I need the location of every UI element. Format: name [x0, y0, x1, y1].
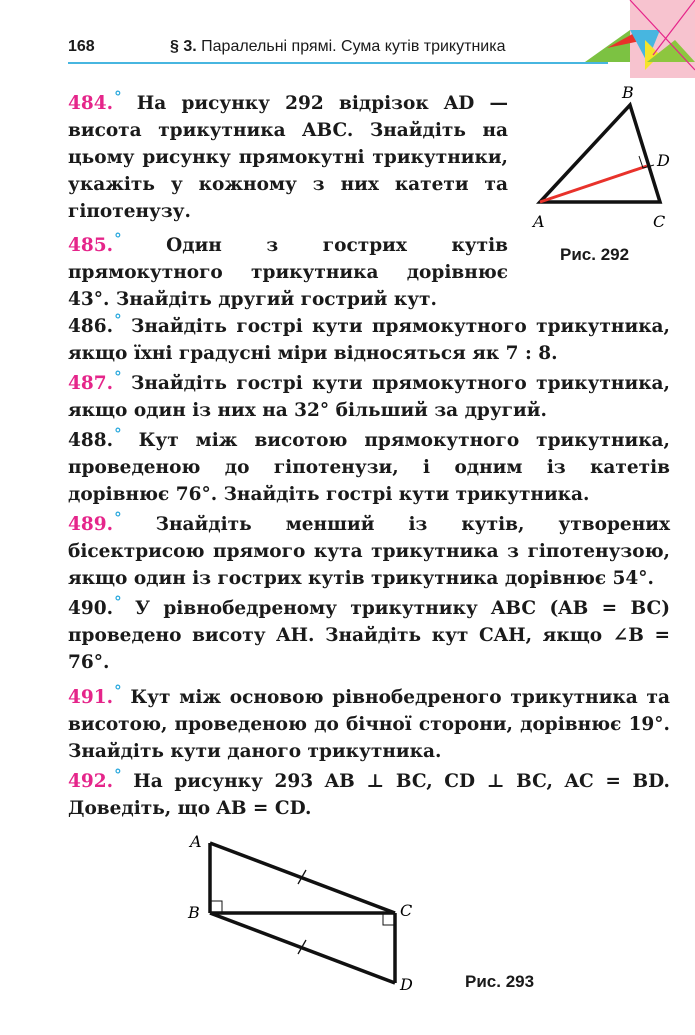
label-c: C — [400, 901, 413, 920]
label-a: A — [533, 212, 545, 231]
problem-number: 491. — [68, 687, 114, 708]
problem-text: На рисунку 293 AB ⊥ BC, CD ⊥ BC, AC = BD. Доведіть, що AB = CD. — [68, 771, 670, 819]
header-rule — [68, 62, 608, 64]
problem-number: 488. — [68, 430, 114, 451]
problem-492 — [68, 762, 670, 822]
label-d: D — [400, 975, 413, 994]
problem-text: У рівнобедреному трикутнику ABC (AB = BC) проведено висоту AH. Знайдіть кут CAH, якщо ∠B = 76°. — [68, 598, 670, 673]
segment-ac — [210, 843, 395, 913]
problem-490 — [68, 589, 670, 676]
level-icon: ° — [114, 230, 122, 248]
level-icon: ° — [114, 593, 122, 611]
problem-number: 484. — [68, 93, 114, 114]
figure-293 — [180, 825, 420, 995]
problem-text: Кут між основою рівнобедреного трикутника та висотою, проведеною до бічної сторони, дорівнює 19°. Знайдіть кути даного трикутника. — [68, 687, 670, 762]
section-title — [170, 38, 505, 56]
level-icon: ° — [114, 311, 122, 329]
problem-488 — [68, 421, 670, 508]
right-angle-mark-b — [210, 901, 222, 913]
problem-text: На рисунку 292 відрізок AD — висота трикутника ABC. Знайдіть на цьому рисунку прямокутні трикутники, укажіть у кожному з них катети та гіпотенузу. — [68, 93, 508, 222]
problem-number: 490. — [68, 598, 114, 619]
problem-489 — [68, 505, 670, 592]
problem-487 — [68, 364, 670, 424]
problem-text: Один з гострих кутів прямокутного трикутника дорівнює 43°. Знайдіть другий гострий кут. — [68, 235, 508, 310]
figure-292-caption: Рис. 292 — [560, 245, 630, 264]
page-number: 168 — [68, 38, 95, 55]
level-icon: ° — [114, 425, 122, 443]
level-icon: ° — [114, 88, 122, 106]
section-name: Паралельні прямі. Сума кутів трикутника — [201, 38, 506, 55]
corner-decoration-icon — [585, 0, 695, 90]
problem-number: 492. — [68, 771, 114, 792]
problem-text: Знайдіть менший із кутів, утворених бісектрисою прямого кута трикутника з гіпотенузою, якщо один із гострих кутів трикутника дорівнює 54°. — [68, 514, 670, 589]
figure-293-caption: Рис. 293 — [465, 972, 535, 991]
problem-text: Знайдіть гострі кути прямокутного трикутника, якщо їхні градусні міри відносяться як 7 : 8. — [68, 316, 670, 364]
problem-number: 489. — [68, 514, 114, 535]
triangle-abc — [540, 105, 660, 202]
label-d: D — [657, 151, 670, 170]
segment-bd — [210, 913, 395, 983]
problem-number: 487. — [68, 373, 114, 394]
problem-text: Кут між висотою прямокутного трикутника, проведеною до гіпотенузи, і одним із катетів дорівнює 76°. Знайдіть гострі кути трикутника. — [68, 430, 670, 505]
figure-292 — [525, 82, 675, 232]
level-icon: ° — [114, 368, 122, 386]
problem-486 — [68, 307, 670, 367]
level-icon: ° — [114, 766, 122, 784]
label-b: B — [622, 83, 634, 102]
problem-number: 485. — [68, 235, 114, 256]
problem-484 — [68, 84, 508, 225]
level-icon: ° — [114, 682, 122, 700]
problem-number: 486. — [68, 316, 114, 337]
page-header — [68, 30, 588, 70]
problem-text: Знайдіть гострі кути прямокутного трикутника, якщо один із них на 32° більший за другий. — [68, 373, 670, 421]
problem-485 — [68, 226, 508, 313]
label-a: A — [190, 832, 202, 851]
label-c: C — [653, 212, 666, 231]
problem-491 — [68, 678, 670, 765]
label-b: B — [188, 903, 200, 922]
level-icon: ° — [114, 509, 122, 527]
section-number: § 3. — [170, 38, 197, 55]
right-angle-mark-c — [383, 913, 395, 925]
